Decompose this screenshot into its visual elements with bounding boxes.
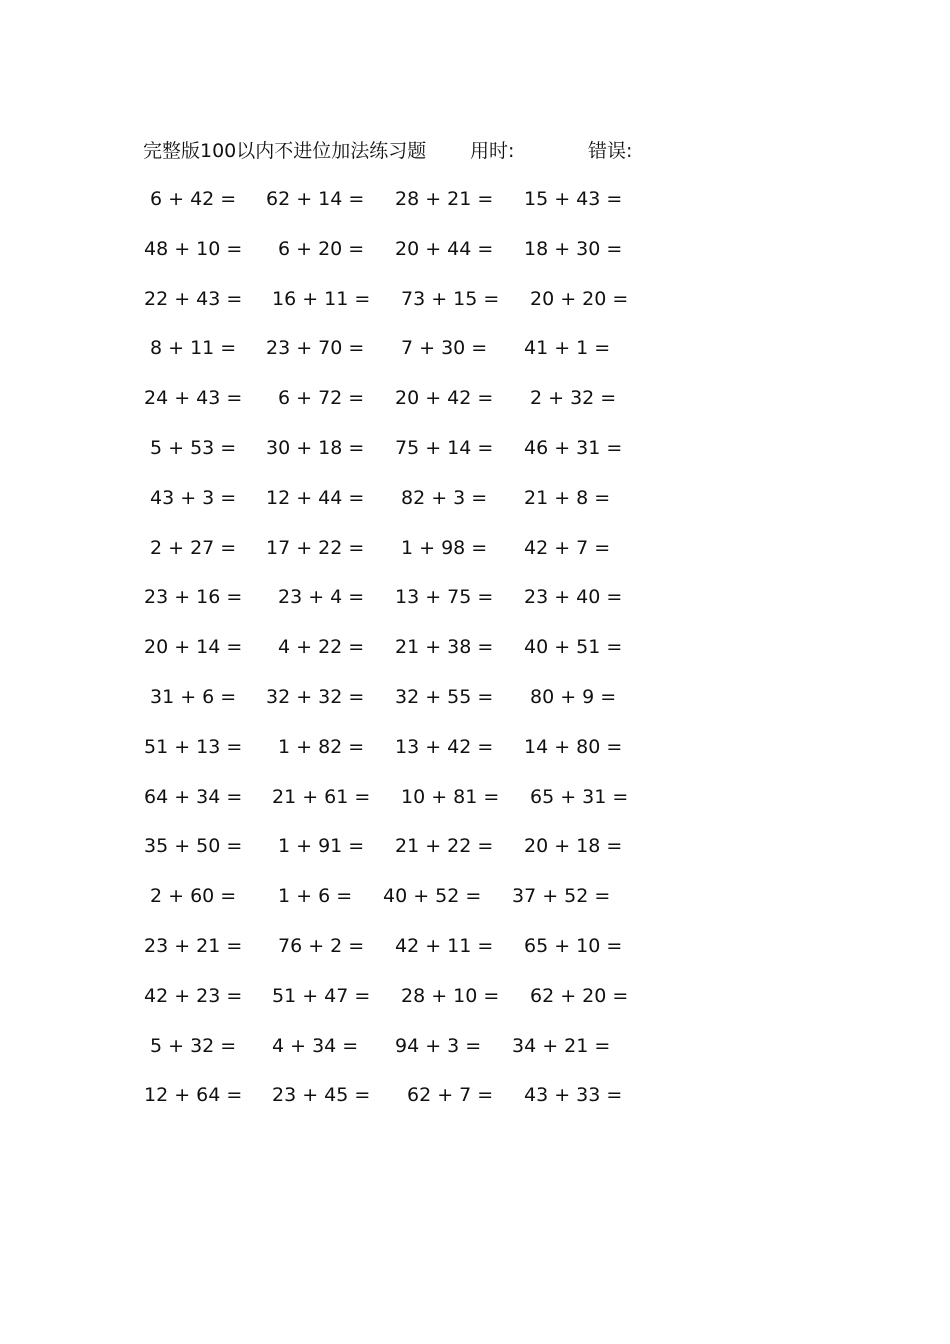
problem-row	[0, 334, 950, 384]
addition-problem: 21 + 22 =	[395, 835, 494, 858]
problem-row	[0, 633, 950, 683]
addition-problem: 32 + 55 =	[395, 685, 494, 708]
addition-problem: 34 + 21 =	[512, 1034, 611, 1057]
addition-problem: 7 + 30 =	[401, 337, 488, 360]
addition-problem: 12 + 64 =	[144, 1084, 243, 1107]
addition-problem: 17 + 22 =	[266, 536, 365, 559]
addition-problem: 64 + 34 =	[144, 785, 243, 808]
addition-problem: 62 + 14 =	[266, 188, 365, 210]
problem-row	[0, 982, 950, 1032]
addition-problem: 20 + 44 =	[395, 237, 494, 260]
problem-row	[0, 733, 950, 783]
addition-problem: 6 + 72 =	[278, 387, 365, 410]
addition-problem: 1 + 91 =	[278, 835, 365, 858]
error-label: 错误:	[588, 140, 633, 162]
problem-row	[0, 1081, 950, 1131]
addition-problem: 5 + 32 =	[150, 1034, 237, 1057]
problem-row	[0, 484, 950, 534]
addition-problem: 16 + 11 =	[272, 287, 371, 310]
addition-problem: 2 + 32 =	[530, 387, 617, 410]
addition-problem: 28 + 10 =	[401, 984, 500, 1007]
addition-problem: 28 + 21 =	[395, 188, 494, 210]
addition-problem: 4 + 34 =	[272, 1034, 359, 1057]
addition-problem: 40 + 52 =	[383, 885, 482, 908]
addition-problem: 2 + 27 =	[150, 536, 237, 559]
time-label: 用时:	[470, 140, 515, 162]
addition-problem: 73 + 15 =	[401, 287, 500, 310]
problem-row	[0, 1032, 950, 1082]
problem-row	[0, 832, 950, 882]
problem-row	[0, 683, 950, 733]
addition-problem: 2 + 60 =	[150, 885, 237, 908]
addition-problem: 23 + 45 =	[272, 1084, 371, 1107]
addition-problem: 20 + 14 =	[144, 636, 243, 659]
addition-problem: 35 + 50 =	[144, 835, 243, 858]
addition-problem: 6 + 20 =	[278, 237, 365, 260]
addition-problem: 40 + 51 =	[524, 636, 623, 659]
problem-grid	[0, 185, 950, 1131]
addition-problem: 65 + 31 =	[530, 785, 629, 808]
worksheet-title: 完整版100以内不进位加法练习题	[143, 140, 427, 162]
addition-problem: 20 + 20 =	[530, 287, 629, 310]
worksheet-header	[0, 137, 950, 165]
addition-problem: 22 + 43 =	[144, 287, 243, 310]
addition-problem: 41 + 1 =	[524, 337, 611, 360]
addition-problem: 13 + 42 =	[395, 735, 494, 758]
problem-row	[0, 434, 950, 484]
addition-problem: 8 + 11 =	[150, 337, 237, 360]
addition-problem: 1 + 6 =	[278, 885, 353, 908]
addition-problem: 42 + 11 =	[395, 934, 494, 957]
problem-row	[0, 285, 950, 335]
addition-problem: 76 + 2 =	[278, 934, 365, 957]
problem-row	[0, 583, 950, 633]
addition-problem: 21 + 8 =	[524, 486, 611, 509]
problem-row	[0, 882, 950, 932]
addition-problem: 1 + 98 =	[401, 536, 488, 559]
addition-problem: 10 + 81 =	[401, 785, 500, 808]
addition-problem: 42 + 23 =	[144, 984, 243, 1007]
addition-problem: 24 + 43 =	[144, 387, 243, 410]
addition-problem: 13 + 75 =	[395, 586, 494, 609]
addition-problem: 20 + 42 =	[395, 387, 494, 410]
addition-problem: 5 + 53 =	[150, 436, 237, 459]
problem-row	[0, 185, 950, 235]
addition-problem: 80 + 9 =	[530, 685, 617, 708]
addition-problem: 43 + 33 =	[524, 1084, 623, 1107]
addition-problem: 12 + 44 =	[266, 486, 365, 509]
addition-problem: 23 + 40 =	[524, 586, 623, 609]
problem-row	[0, 235, 950, 285]
addition-problem: 94 + 3 =	[395, 1034, 482, 1057]
addition-problem: 42 + 7 =	[524, 536, 611, 559]
addition-problem: 46 + 31 =	[524, 436, 623, 459]
addition-problem: 15 + 43 =	[524, 188, 623, 210]
addition-problem: 51 + 13 =	[144, 735, 243, 758]
addition-problem: 32 + 32 =	[266, 685, 365, 708]
addition-problem: 6 + 42 =	[150, 188, 237, 210]
addition-problem: 82 + 3 =	[401, 486, 488, 509]
problem-row	[0, 384, 950, 434]
addition-problem: 43 + 3 =	[150, 486, 237, 509]
addition-problem: 23 + 16 =	[144, 586, 243, 609]
addition-problem: 51 + 47 =	[272, 984, 371, 1007]
addition-problem: 37 + 52 =	[512, 885, 611, 908]
addition-problem: 75 + 14 =	[395, 436, 494, 459]
addition-problem: 14 + 80 =	[524, 735, 623, 758]
addition-problem: 62 + 7 =	[407, 1084, 494, 1107]
addition-problem: 18 + 30 =	[524, 237, 623, 260]
problem-row	[0, 783, 950, 833]
addition-problem: 65 + 10 =	[524, 934, 623, 957]
addition-problem: 23 + 4 =	[278, 586, 365, 609]
addition-problem: 21 + 38 =	[395, 636, 494, 659]
problem-row	[0, 534, 950, 584]
addition-problem: 48 + 10 =	[144, 237, 243, 260]
addition-problem: 4 + 22 =	[278, 636, 365, 659]
addition-problem: 62 + 20 =	[530, 984, 629, 1007]
problem-row	[0, 932, 950, 982]
addition-problem: 30 + 18 =	[266, 436, 365, 459]
addition-problem: 23 + 21 =	[144, 934, 243, 957]
addition-problem: 23 + 70 =	[266, 337, 365, 360]
addition-problem: 20 + 18 =	[524, 835, 623, 858]
addition-problem: 1 + 82 =	[278, 735, 365, 758]
addition-problem: 21 + 61 =	[272, 785, 371, 808]
addition-problem: 31 + 6 =	[150, 685, 237, 708]
